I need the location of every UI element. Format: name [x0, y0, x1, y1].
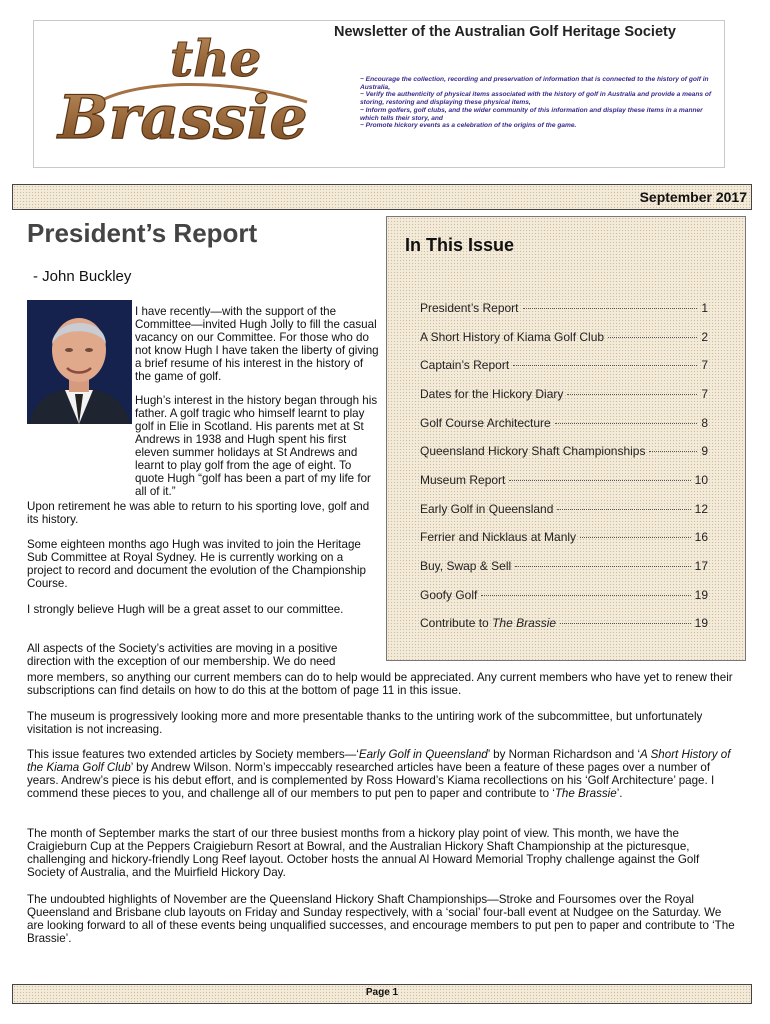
- body-paragraph: Upon retirement he was able to return to his sporting love, golf and its history.: [27, 500, 370, 526]
- text-run: ’ by Andrew Wilson. Norm’s impeccably researched articles have been a feature of these pages over a number of years. Andrew’s piece is his debut effort, and is complemented by Ross Howard’s Kiama recollections on his ‘Golf Architecture’ page. I commend these pieces to you, and challenge all of our members to put pen to paper and contribute to ‘: [27, 761, 715, 800]
- article-title: President’s Report: [27, 218, 258, 248]
- toc-item[interactable]: [420, 387, 708, 401]
- aim-item: ~ Promote hickory events as a celebration of the origins of the game.: [360, 122, 577, 130]
- toc-item-label: [420, 616, 556, 630]
- toc-item-label: Buy, Swap & Sell: [420, 559, 512, 573]
- toc-leader: [515, 566, 690, 567]
- toc-item-label: Early Golf in Queensland: [420, 502, 554, 516]
- toc-item[interactable]: [420, 502, 708, 516]
- body-paragraph: I strongly believe Hugh will be a great asset to our committee.: [27, 603, 344, 616]
- toc-leader: [649, 451, 697, 452]
- body-paragraph: Hugh’s interest in the history began through his father. A golf tragic who himself learnt to play golf in Elie in Scotland. His parents met at St Andrews in 1938 and Hugh spent his first eleven summer holidays at St Andrews and learnt to play golf from the age of eight. To quote Hugh “golf has been a part of my life for all of it.”: [135, 394, 378, 498]
- toc-item-label: Ferrier and Nicklaus at Manly: [420, 530, 577, 544]
- body-paragraph: The undoubted highlights of November are the Queensland Hickory Shaft Championships—Stroke and Foursomes over the Royal Queensland and Brisbane club layouts on Friday and Sunday respectively, with a ‘social’ four-ball event at Nudgee on the Saturday. We are looking forward to all of these events being unqualified successes, and encourage members to put pen to paper and contribute to ‘The Brassie’.: [27, 893, 735, 945]
- toc-item[interactable]: [420, 301, 708, 315]
- toc-leader: [513, 365, 697, 366]
- toc-item[interactable]: [420, 444, 708, 458]
- toc-item-label: Captain’s Report: [420, 358, 510, 372]
- toc-leader: [560, 623, 691, 624]
- toc-item-page: 10: [694, 473, 708, 487]
- toc-leader: [580, 537, 691, 538]
- toc-item-label-text: Contribute to: [420, 616, 489, 630]
- svg-text:Brassie: Brassie: [58, 83, 308, 153]
- article-title-italic: A Short History of the Kiama Golf Club: [27, 748, 731, 774]
- toc-item-page: 17: [694, 559, 708, 573]
- body-paragraph-features: [27, 748, 739, 800]
- svg-text:the: the: [170, 29, 262, 88]
- society-aims: [360, 76, 720, 130]
- article-byline: - John Buckley: [33, 268, 132, 285]
- aim-item: ~ Encourage the collection, recording and preservation of information that is connected to the history of golf in Australia,: [360, 76, 709, 91]
- toc-leader: [523, 308, 698, 309]
- toc-item[interactable]: [420, 588, 708, 602]
- toc-item-page: 12: [694, 502, 708, 516]
- body-paragraph: The museum is progressively looking more and more presentable thanks to the untiring work of the subcommittee, but unfortunately visitation is not increasing.: [27, 710, 703, 736]
- toc-item-label-italic: The Brassie: [492, 616, 557, 630]
- toc-item[interactable]: [420, 473, 708, 487]
- toc-item[interactable]: [420, 330, 708, 344]
- body-paragraph-membership-continued: more members, so anything our current members can do to help would be appreciated. Any current members who have yet to renew their subscriptions can find details on how to do this at the bottom of page 11 in this issue.: [27, 671, 733, 697]
- page-number: Page 1: [365, 987, 399, 998]
- toc-item-page: 19: [694, 588, 708, 602]
- text-run: ’ by Norman Richardson and ‘: [487, 748, 641, 761]
- body-paragraph: Some eighteen months ago Hugh was invited to join the Heritage Sub Committee at Royal Sydney. He is currently working on a project to record and document the evolution of the Championship Course.: [27, 538, 367, 590]
- brassie-logo: [52, 18, 322, 158]
- toc-item-page: 1: [701, 301, 708, 315]
- toc-item[interactable]: [420, 416, 708, 430]
- toc-item-label: A Short History of Kiama Golf Club: [420, 330, 605, 344]
- article-title-italic: Early Golf in Queensland: [358, 748, 488, 761]
- toc-item-page: 7: [701, 387, 708, 401]
- toc-item-page: 16: [694, 530, 708, 544]
- toc-title: In This Issue: [405, 235, 515, 255]
- text-run: ’.: [616, 787, 623, 800]
- issue-date: September 2017: [639, 189, 747, 205]
- toc-item[interactable]: [420, 530, 708, 544]
- toc-leader: [481, 595, 690, 596]
- newsletter-name-italic: The Brassie: [554, 787, 617, 800]
- toc-item-page: 19: [694, 616, 708, 630]
- toc-item-label: Museum Report: [420, 473, 506, 487]
- toc-item-page: 2: [701, 330, 708, 344]
- toc-item-page: 7: [701, 358, 708, 372]
- body-paragraph-membership-start: All aspects of the Society’s activities are moving in a positive direction with the exception of our membership. We do need: [27, 642, 338, 668]
- toc-item-page: 9: [701, 444, 708, 458]
- toc-item-page: 8: [701, 416, 708, 430]
- aim-item: ~ Verify the authenticity of physical items associated with the history of golf in Australia and provide a means of storing, restoring and displaying these physical items,: [360, 91, 712, 107]
- body-paragraph: I have recently—with the support of the Committee—invited Hugh Jolly to fill the casual vacancy on our Committee. For those who do not know Hugh I have taken the liberty of giving a brief resume of his interest in the history of the game of golf.: [135, 305, 379, 383]
- toc-item[interactable]: [420, 559, 708, 573]
- toc-leader: [557, 509, 690, 510]
- toc-leader: [555, 423, 698, 424]
- president-portrait-photo: [27, 300, 132, 424]
- toc-item-label: Queensland Hickory Shaft Championships: [420, 444, 646, 458]
- page-footer: [12, 984, 752, 1004]
- toc-item-label: Dates for the Hickory Diary: [420, 387, 564, 401]
- newsletter-title: Newsletter of the Australian Golf Heritage Society: [334, 24, 676, 40]
- in-this-issue-box: [386, 216, 746, 661]
- aim-item: ~ Inform golfers, golf clubs, and the wider community of this information and display these items in a manner which tells their story, and: [360, 106, 703, 122]
- toc-item-label: President’s Report: [420, 301, 519, 315]
- text-run: This issue features two extended articles by Society members—‘: [27, 748, 359, 761]
- toc-leader: [608, 337, 697, 338]
- toc-item[interactable]: [420, 616, 708, 630]
- issue-date-bar: [12, 184, 752, 210]
- toc-item-label: Goofy Golf: [420, 588, 478, 602]
- toc-item[interactable]: [420, 358, 708, 372]
- toc-leader: [509, 480, 690, 481]
- body-paragraph: The month of September marks the start of our three busiest months from a hickory play point of view. This month, we have the Craigieburn Cup at the Peppers Craigieburn Resort at Bowral, and the Australian Hickory Shaft Championship at the picturesque, challenging and hickory-friendly Long Reef layout. October hosts the annual Al Howard Memorial Trophy challenge against the Golf Society of Australia, and the Muirfield Hickory Day.: [27, 827, 700, 879]
- toc-item-label: Golf Course Architecture: [420, 416, 551, 430]
- toc-leader: [567, 394, 697, 395]
